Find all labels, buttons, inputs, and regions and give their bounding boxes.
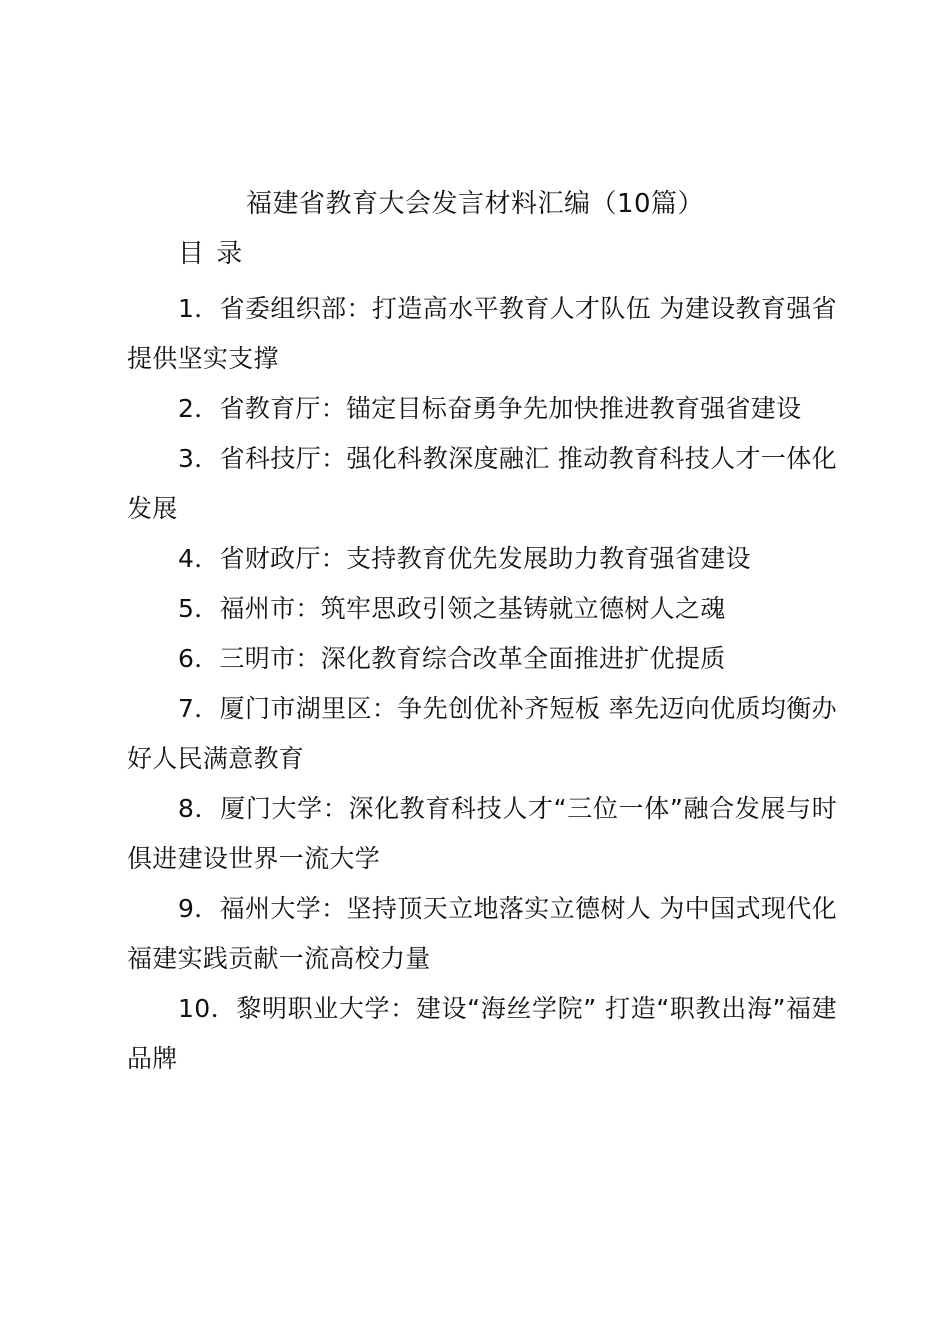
toc-item-1: 1．省委组织部：打造高水平教育人才队伍 为建设教育强省提供坚实支撑 [127, 294, 837, 373]
toc-item-3: 3．省科技厅：强化科教深度融汇 推动教育科技人才一体化发展 [127, 444, 837, 523]
toc-item-10: 10．黎明职业大学：建设“海丝学院” 打造“职教出海”福建品牌 [127, 994, 837, 1073]
toc-item-2: 2．省教育厅：锚定目标奋勇争先加快推进教育强省建设 [178, 394, 802, 423]
toc-list [127, 284, 837, 1084]
toc-item-6: 6．三明市：深化教育综合改革全面推进扩优提质 [178, 644, 726, 673]
toc-item-7: 7．厦门市湖里区：争先创优补齐短板 率先迈向优质均衡办好人民满意教育 [127, 694, 837, 773]
toc-heading: 目 录 [178, 239, 245, 269]
document-title: 福建省教育大会发言材料汇编（10篇） [245, 189, 705, 219]
toc-item-8: 8．厦门大学：深化教育科技人才“三位一体”融合发展与时俱进建设世界一流大学 [127, 794, 837, 873]
toc-item-5: 5．福州市：筑牢思政引领之基铸就立德树人之魂 [178, 594, 726, 623]
toc-item-4: 4．省财政厅：支持教育优先发展助力教育强省建设 [178, 544, 751, 573]
toc-item-9: 9．福州大学：坚持顶天立地落实立德树人 为中国式现代化福建实践贡献一流高校力量 [127, 894, 837, 973]
